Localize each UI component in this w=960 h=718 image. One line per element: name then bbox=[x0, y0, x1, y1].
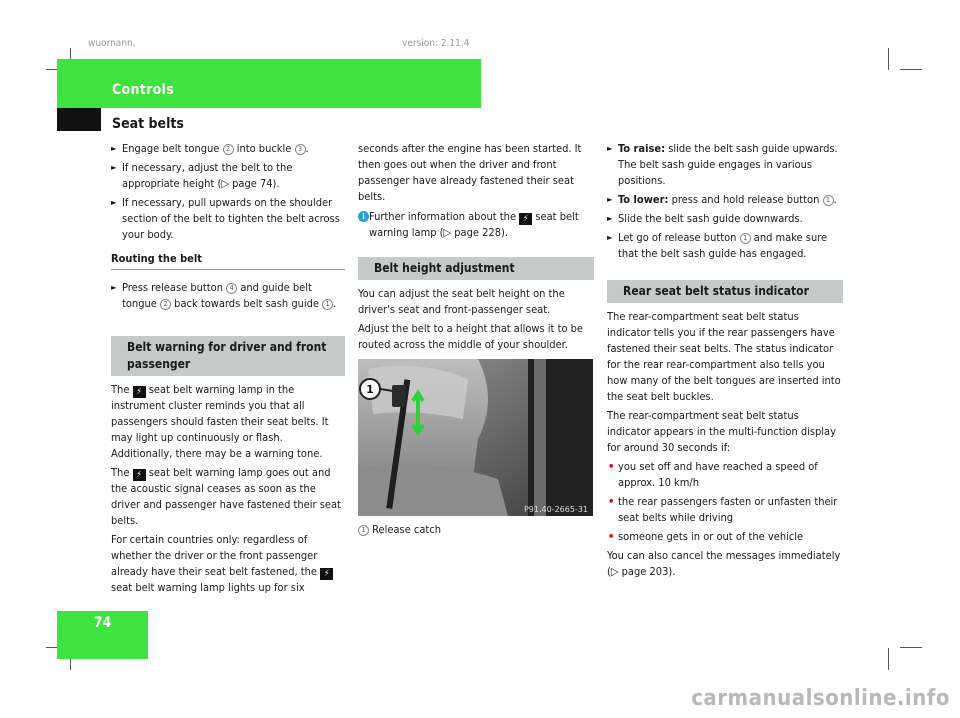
divider bbox=[111, 269, 345, 270]
paragraph: The ⚡ seat belt warning lamp in the instrument cluster reminds you that all passengers should fasten their seat belts. It may light up continuously or flash. Additionally, there may be a warning tone. bbox=[111, 383, 329, 460]
photo-code: P91.40-2665-31 bbox=[523, 505, 588, 514]
paragraph: You can also cancel the messages immediately (▷ page 203). bbox=[607, 549, 841, 578]
list-item: • you set off and have reached a speed of approx. 10 km/h bbox=[608, 460, 818, 489]
bullet-arrow-icon: ► bbox=[111, 198, 117, 207]
seat-belt-warning-icon: ⚡ bbox=[133, 386, 146, 398]
info-icon: i bbox=[358, 211, 369, 222]
list-item: ► Engage belt tongue 2 into buckle 3 . bbox=[111, 142, 309, 155]
section-title: Controls bbox=[112, 82, 174, 98]
paragraph: The rear-compartment seat belt status indicator tells you if the rear passengers have fastened their seat belts. The status indicator for the rear rear-compartment also tells you how many of the belt tongues are inserted into the seat belt buckles. bbox=[607, 310, 841, 403]
rear-status-heading: Rear seat belt status indicator bbox=[607, 280, 843, 303]
watermark-right: version: 2.11.4 bbox=[402, 38, 470, 49]
bullet-arrow-icon: ► bbox=[111, 144, 117, 153]
bullet-arrow-icon: ► bbox=[607, 144, 613, 153]
crop-mark bbox=[900, 69, 922, 70]
list-item: • someone gets in or out of the vehicle bbox=[608, 530, 804, 543]
photo-callout: 1 bbox=[366, 383, 374, 396]
routing-heading: Routing the belt bbox=[111, 252, 203, 265]
paragraph: seconds after the engine has been started. It then goes out when the driver and front passenger have already fastened their seat belts. bbox=[358, 142, 582, 203]
callout-number: 2 bbox=[223, 144, 234, 155]
page-number: 74 bbox=[93, 615, 112, 631]
crop-mark bbox=[900, 647, 922, 648]
bullet-arrow-icon: ► bbox=[111, 163, 117, 172]
callout-number: 1 bbox=[823, 195, 834, 206]
crop-mark bbox=[888, 648, 889, 670]
column-3 bbox=[607, 141, 843, 583]
belt-warning-heading: Belt warning for driver and front passenger bbox=[111, 336, 345, 376]
list-item: • the rear passengers fasten or unfasten their seat belts while driving bbox=[608, 495, 838, 524]
callout-number: 4 bbox=[226, 283, 237, 294]
list-item: ► Slide the belt sash guide downwards. bbox=[607, 212, 803, 225]
paragraph: You can adjust the seat belt height on the driver's seat and front-passenger seat. bbox=[358, 287, 565, 316]
bullet-arrow-icon: ► bbox=[607, 233, 613, 242]
callout-number: 1 bbox=[322, 299, 333, 310]
subsection-title: Seat belts bbox=[112, 116, 184, 132]
watermark-left: wuornann, bbox=[88, 38, 136, 49]
column-1 bbox=[111, 141, 345, 599]
bullet-arrow-icon: ► bbox=[607, 195, 613, 204]
column-2 bbox=[358, 141, 594, 541]
bullet-arrow-icon: ► bbox=[607, 214, 613, 223]
list-item: ► To lower: press and hold release button 1 . bbox=[607, 193, 837, 206]
header-tab bbox=[57, 108, 101, 131]
belt-photo-illustration bbox=[358, 359, 593, 516]
list-item: ► If necessary, adjust the belt to the appropriate height (▷ page 74). bbox=[111, 161, 293, 190]
callout-number: 3 bbox=[295, 144, 306, 155]
photo-caption: 1 Release catch bbox=[358, 522, 594, 538]
belt-height-heading: Belt height adjustment bbox=[358, 257, 594, 280]
list-item: ► To raise: slide the belt sash guide upwards. The belt sash guide engages in various positions. bbox=[607, 142, 838, 187]
callout-number: 1 bbox=[358, 525, 369, 536]
paragraph: The ⚡ seat belt warning lamp goes out and the acoustic signal ceases as soon as the driver and passenger have fastened their seat belts. bbox=[111, 466, 341, 527]
bullet-arrow-icon: ► bbox=[111, 283, 117, 292]
info-note: i Further information about the ⚡ seat belt warning lamp (▷ page 228). bbox=[358, 209, 594, 241]
callout-number: 1 bbox=[740, 233, 751, 244]
paragraph: The rear-compartment seat belt status indicator appears in the multi-function display for around 30 seconds if: bbox=[607, 409, 836, 454]
paragraph: Adjust the belt to a height that allows it to be routed across the middle of your shoulder. bbox=[358, 322, 584, 351]
list-item: ► If necessary, pull upwards on the shoulder section of the belt to tighten the belt across your body. bbox=[111, 196, 340, 241]
list-item: ► Let go of release button 1 and make sure that the belt sash guide has engaged. bbox=[607, 231, 828, 260]
paragraph: For certain countries only: regardless of whether the driver or the front passenger already have their seat belt fastened, the ⚡ seat belt warning lamp lights up for six bbox=[111, 532, 345, 596]
callout-number: 2 bbox=[160, 299, 171, 310]
seat-belt-warning-icon: ⚡ bbox=[320, 568, 333, 580]
crop-mark bbox=[888, 48, 889, 70]
seat-belt-warning-icon: ⚡ bbox=[519, 213, 532, 225]
seat-belt-warning-icon: ⚡ bbox=[133, 469, 146, 481]
list-item: ► Press release button 4 and guide belt tongue 2 back towards belt sash guide 1 . bbox=[111, 281, 337, 310]
belt-height-photo bbox=[358, 359, 593, 516]
footer-watermark: carmanualsonline.info bbox=[691, 686, 950, 711]
